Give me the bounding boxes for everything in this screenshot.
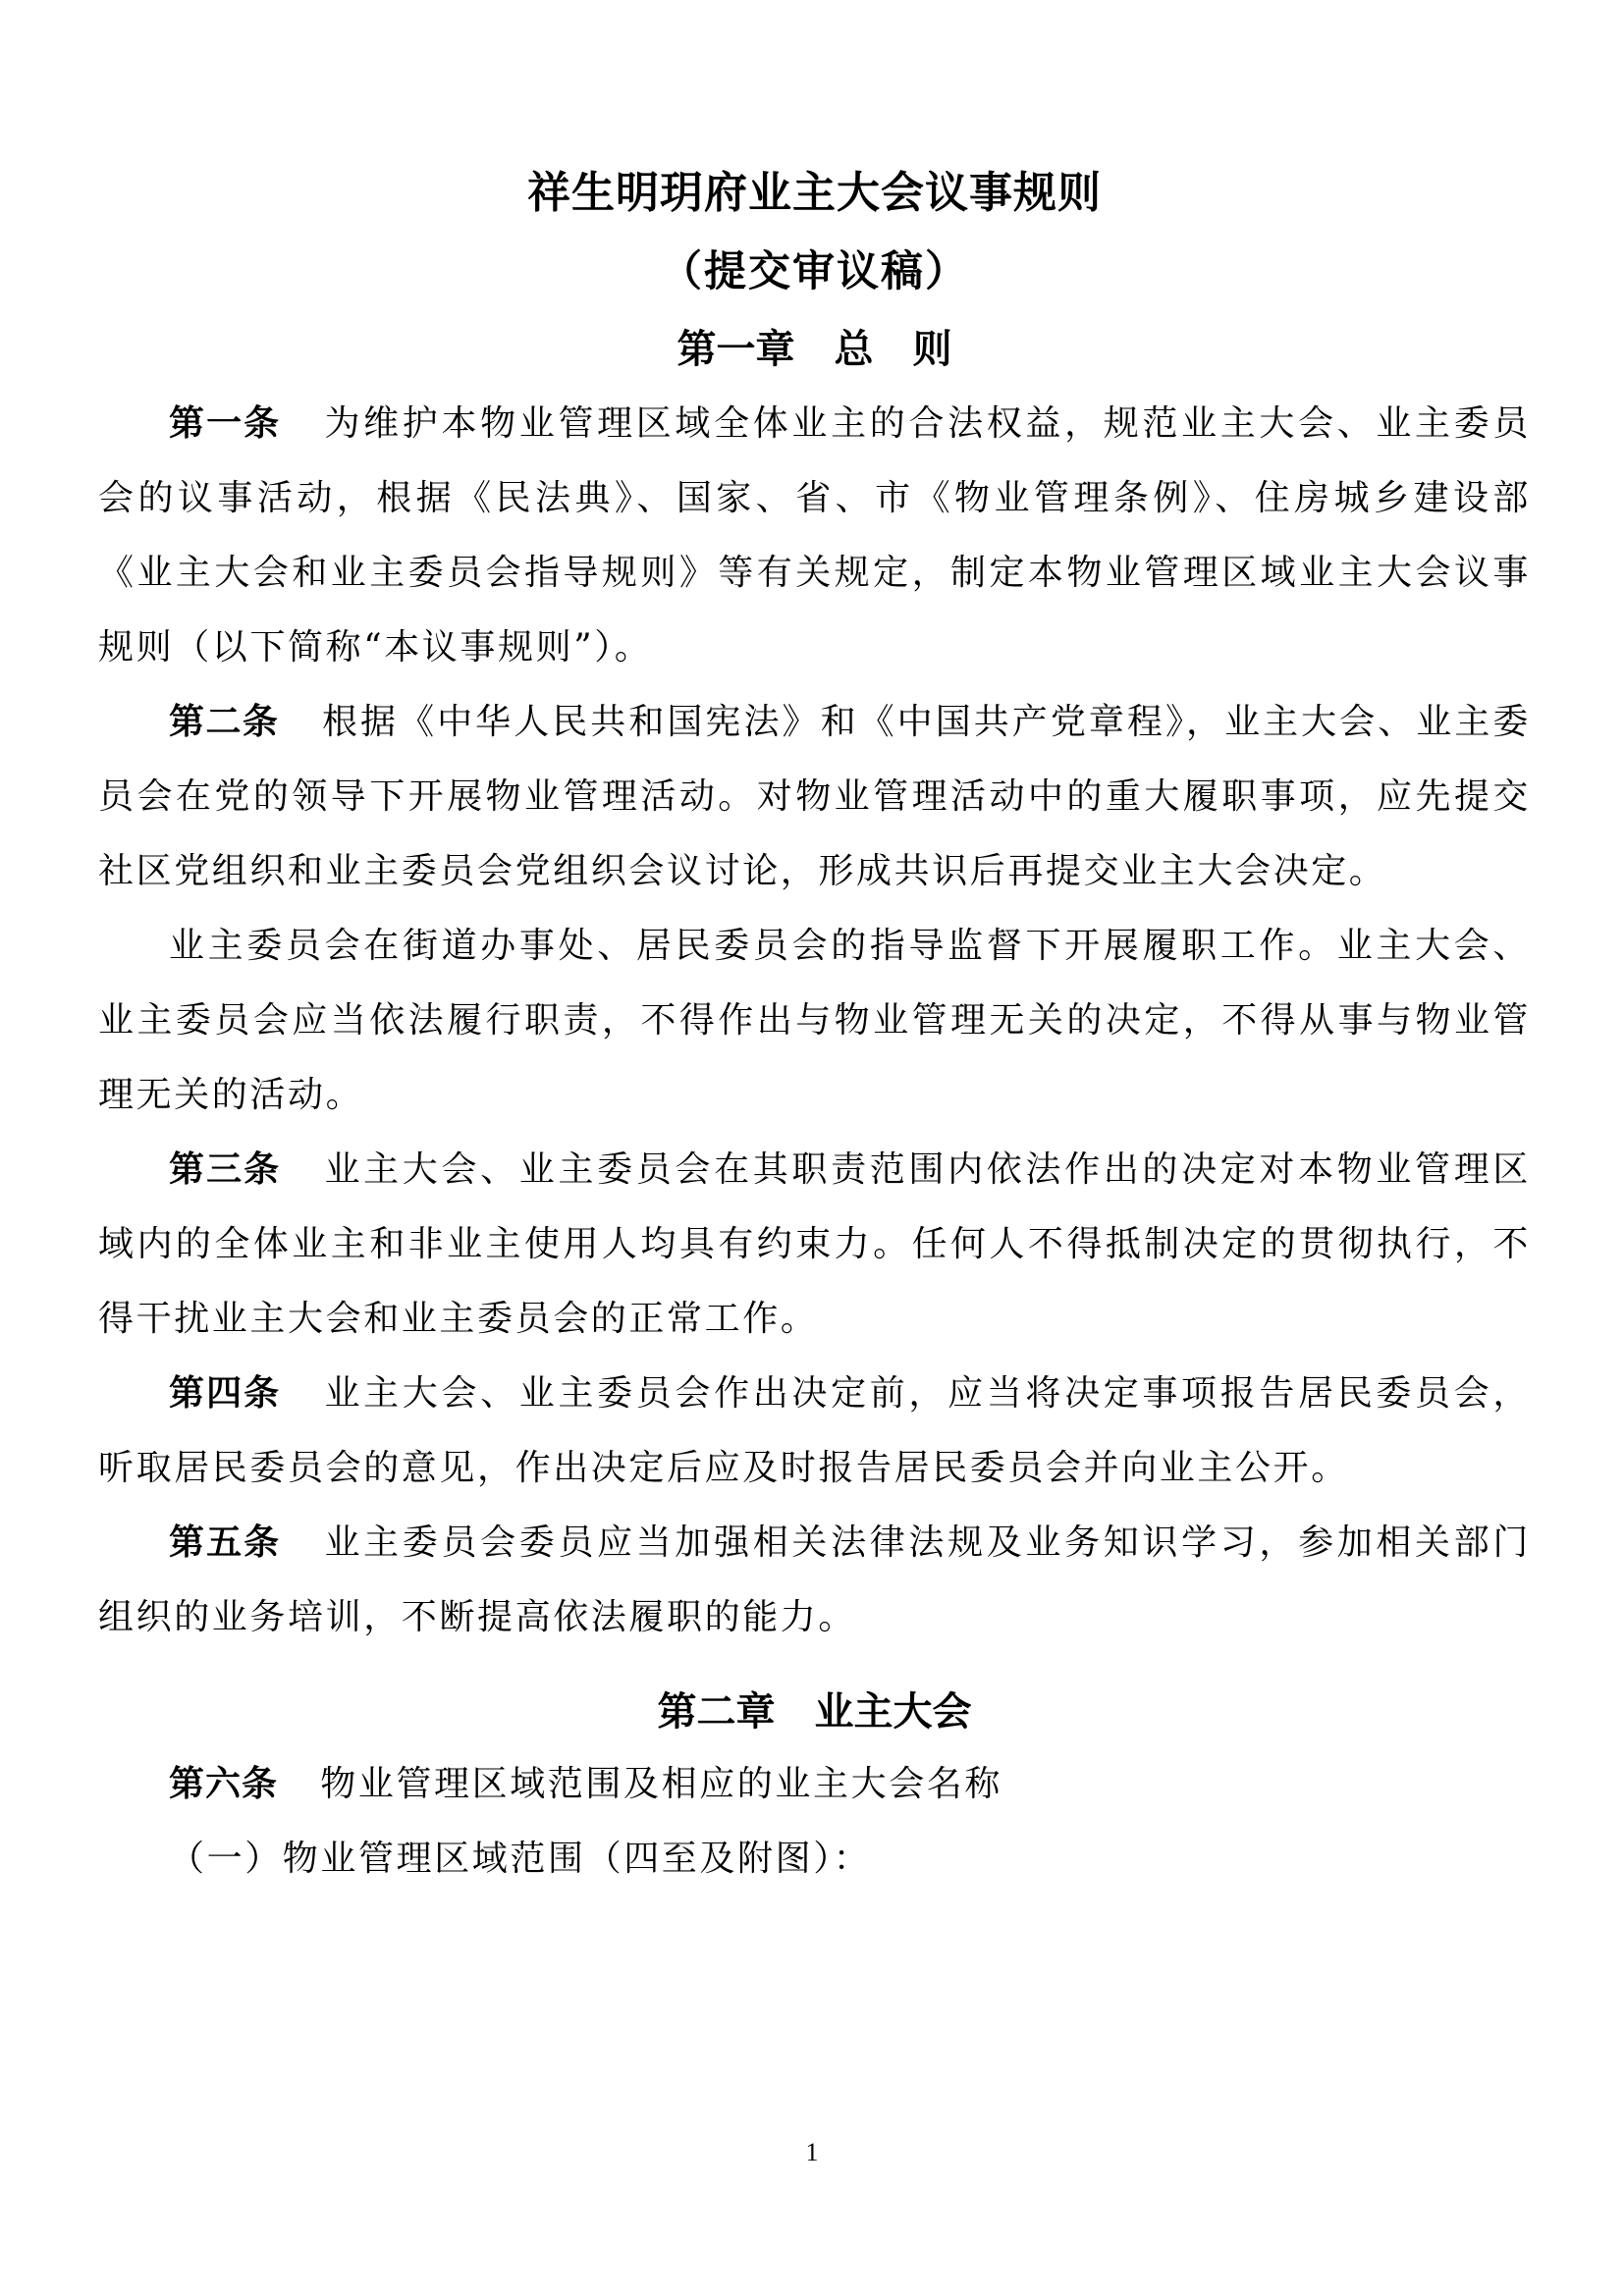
document-title: 祥生明玥府业主大会议事规则 (527, 168, 1102, 218)
article-6-item-1: （一）物业管理区域范围（四至及附图）： (169, 1839, 872, 1879)
article-text: 物业管理区域范围及相应的业主大会名称 (320, 1764, 1003, 1804)
article-number: 第一条 (169, 403, 282, 444)
article-2-paragraph-2: 业主委员会在街道办事处、居民委员会的指导监督下开展履职工作。业主大会、业主委员会应当依法履行职责，不得作出与物业管理无关的决定，不得从事与物业管理无关的活动。 (98, 926, 1531, 1115)
article-text: 为维护本物业管理区域全体业主的合法权益，规范业主大会、业主委员会的议事活动，根据《民法典》、国家、省、市《物业管理条例》、住房城乡建设部《业主大会和业主委员会指导规则》等有关规定，制定本物业管理区域业主大会议事规则（以下简称“本议事规则”）。 (98, 403, 1531, 667)
article-text: 根据《中华人民共和国宪法》和《中国共产党章程》，业主大会、业主委员会在党的领导下开展物业管理活动。对物业管理活动中的重大履职事项，应先提交社区党组织和业主委员会党组织会议讨论，形成共识后再提交业主大会决定。 (98, 702, 1531, 891)
article-text: 业主大会、业主委员会在其职责范围内依法作出的决定对本物业管理区域内的全体业主和非业主使用人均具有约束力。任何人不得抵制决定的贯彻执行，不得干扰业主大会和业主委员会的正常工作。 (98, 1149, 1531, 1339)
article-1 (98, 387, 1531, 685)
chapter-heading-2: 第二章 业主大会 (657, 1689, 972, 1735)
article-6 (98, 1747, 1531, 1822)
article-number: 第二条 (169, 702, 280, 742)
article-number: 第四条 (169, 1373, 282, 1414)
article-text: 业主大会、业主委员会作出决定前，应当将决定事项报告居民委员会，听取居民委员会的意见，作出决定后应及时报告居民委员会并向业主公开。 (98, 1373, 1531, 1488)
page-number: 1 (805, 2138, 819, 2166)
article-5 (98, 1506, 1531, 1655)
article-number: 第五条 (169, 1522, 282, 1563)
article-number: 第六条 (169, 1764, 279, 1804)
article-4 (98, 1357, 1531, 1506)
article-2 (98, 685, 1531, 909)
document-subtitle: （提交审议稿） (660, 247, 969, 296)
article-text: 业主委员会委员应当加强相关法律法规及业务知识学习，参加相关部门组织的业务培训，不断提高依法履职的能力。 (98, 1522, 1531, 1637)
article-number: 第三条 (169, 1149, 282, 1190)
article-3 (98, 1133, 1531, 1357)
chapter-heading-1: 第一章 总 则 (677, 327, 952, 372)
